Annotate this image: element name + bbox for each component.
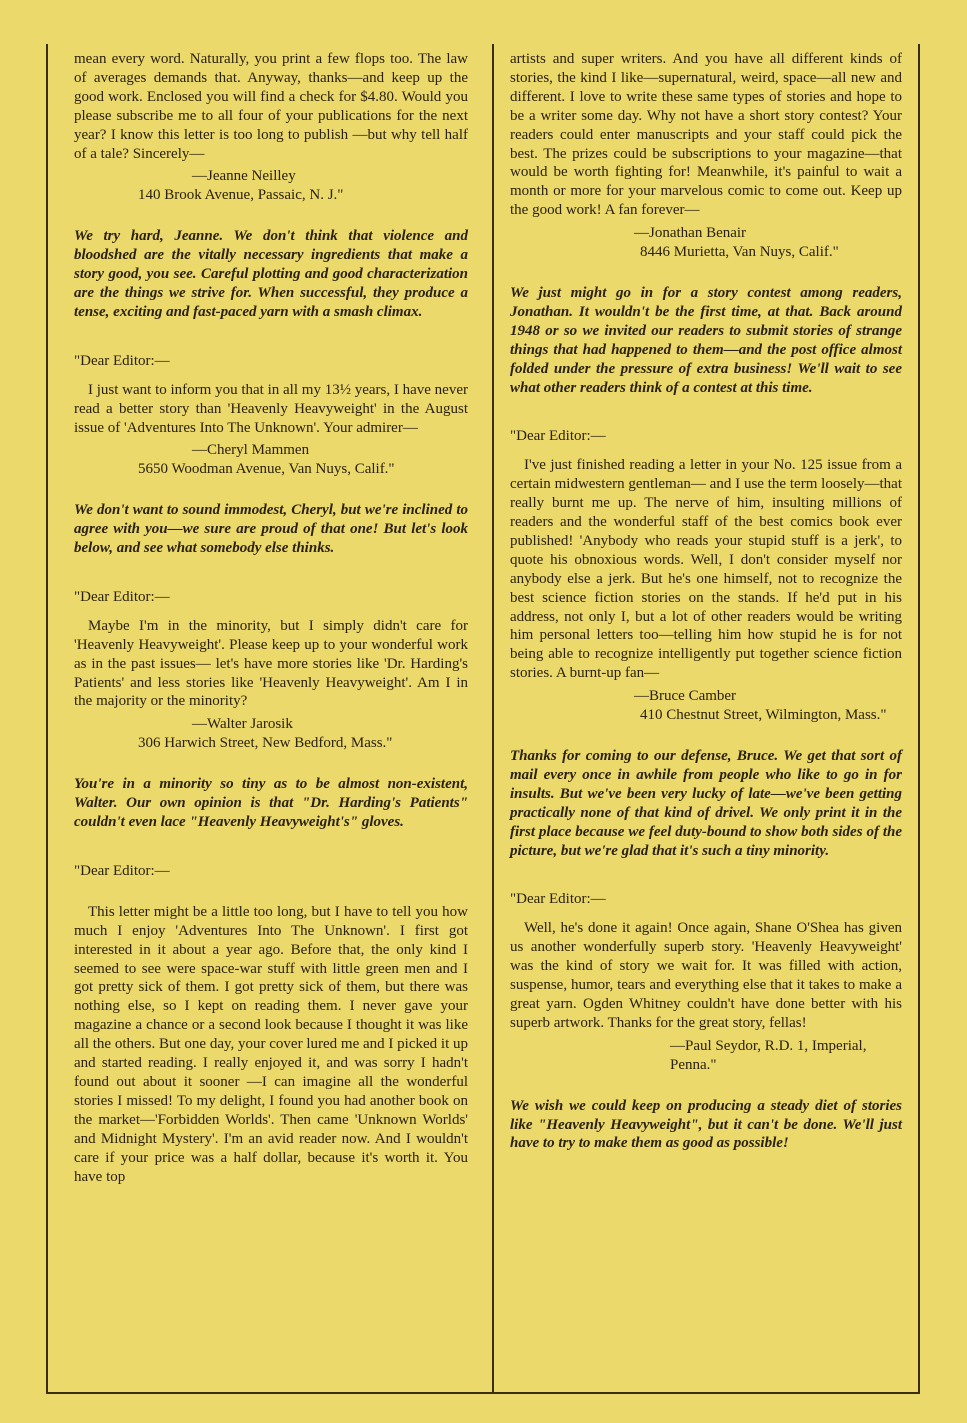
letter-paul-body: Well, he's done it again! Once again, Shane O'Shea has given us another wonderfully superb story. 'Heavenly Heavyweight' was the kind of story we wait for. It was filled with action, suspense, humor, tears and everything else that it takes to make a great yarn. Ogden Whitney couldn't have done better with his superb artwork. Thanks for the great story, fellas!: [510, 920, 902, 1031]
letter-jonathan-address: 8446 Murietta, Van Nuys, Calif.": [640, 244, 839, 261]
reply-cheryl: We don't want to sound immodest, Cheryl, but we're inclined to agree with you—we sure are proud of that one! But let's look below, and see what somebody else thinks.: [74, 502, 468, 557]
letter-walter-body: Maybe I'm in the minority, but I simply didn't care for 'Heavenly Heavyweight'. Please keep up to your wonderful work as in the past issues— let's have more stories like 'Dr. Harding's Patients' and less stories like 'Heavenly Heavyweight'. Am I in the majority or the minority?: [74, 617, 468, 710]
letter-jeanne-continuation: mean every word. Naturally, you print a few flops too. The law of averages demands that. Anyway, thanks—and keep up the good work. Enclosed you will find a check for $4.80. Would you please subscribe me to all four of your publications for the next year? I know this letter is too long to publish —but why tell half of a tale? Sincerely—: [74, 51, 468, 162]
letter-walter-salutation: "Dear Editor:—: [74, 588, 170, 605]
letter-jeanne-name: —Jeanne Neilley: [192, 168, 296, 185]
letter-jeanne-address: 140 Brook Avenue, Passaic, N. J.": [138, 187, 344, 204]
letter-walter-address: 306 Harwich Street, New Bedford, Mass.": [138, 735, 393, 752]
letter-cheryl-name: —Cheryl Mammen: [192, 442, 310, 459]
letter-bruce-salutation: "Dear Editor:—: [510, 428, 606, 445]
letter-jonathan-body-start: This letter might be a little too long, but I have to tell you how much I enjoy 'Adventures Into The Unknown'. I first got interested in it about a year ago. Before that, the only kind I seemed to see were space-war stuff with little green men and I got pretty sick of them. I got pretty sick of them, but there was nothing else, so I kept on reading them. I never gave your magazine a chance or a second look because I thought it was like all the others. But one day, your cover lured me and I picked it up and started reading. I really enjoyed it, and was sorry I hadn't found out about it sooner —I can imagine all the wonderful stories I missed! To my delight, I found you had another book on the market—'Forbidden Worlds'. Then came 'Unknown Worlds' and Midnight Mystery'. I'm an avid reader now. And I wouldn't care if your price was a half dollar, because it's worth it. You have top: [74, 903, 468, 1185]
reply-paul: We wish we could keep on producing a steady diet of stories like "Heavenly Heavyweight", but it can't be done. We'll just have to try to make them as good as possible!: [510, 1097, 902, 1152]
letter-walter-name: —Walter Jarosik: [192, 716, 293, 733]
letter-jonathan-body-end: artists and super writers. And you have all different kinds of stories, the kind I like—supernatural, weird, space—all new and different. I love to write these same types of stories and hope to be a writer some day. Why not have a short story contest? Your readers could enter manuscripts and your staff could pick the best. The prizes could be subscriptions to your magazine—that would be worth fighting for! Meanwhile, it's painful to wait a month or more for your marvelous comic to come out. Keep up the good work! A fan forever—: [510, 51, 902, 219]
right-column: [510, 50, 902, 1153]
letter-jonathan-name: —Jonathan Benair: [634, 225, 747, 242]
letter-bruce-address: 410 Chestnut Street, Wilmington, Mass.": [640, 707, 887, 724]
reply-jeanne: We try hard, Jeanne. We don't think that violence and bloodshed are the vitally necessary ingredients that make a story good, you see. Careful plotting and good characterization are the things we strive for. When successful, they produce a tense, exciting and fast-paced yarn with a smash climax.: [74, 228, 468, 320]
column-divider: [492, 44, 494, 1392]
letter-jonathan-salutation: "Dear Editor:—: [74, 862, 170, 879]
letter-bruce-body: I've just finished reading a letter in your No. 125 issue from a certain midwestern gentleman— and I use the term loosely—that really burnt me up. The nerve of him, insulting millions of readers and the wonderful staff of the best comics book ever published! 'Anybody who reads your stupid stuff is a jerk', to quote his obnoxious words. Well, I don't consider myself nor anybody else a jerk. But he's one himself, not to recognize the best science fiction stories on the stands. If he'd put in his address, not only I, but a lot of other readers would be writing him personal letters too—telling him how stupid he is for not being able to recognize intelligently put together science fiction stories. A burnt-up fan—: [510, 457, 902, 682]
reply-jonathan: We just might go in for a story contest among readers, Jonathan. It wouldn't be the first time, at that. Back around 1948 or so we invited our readers to submit stories of strange things that had happened to them—and the post office almost folded under the pressure of extra business! We'll wait to see what other readers think of a contest at this time.: [510, 284, 902, 396]
letter-paul-signature: —Paul Seydor, R.D. 1, Imperial, Penna.": [670, 1037, 867, 1073]
reply-bruce: Thanks for coming to our defense, Bruce. We get that sort of mail every once in awhile from people who like to go in for insults. But we've been very lucky of late—we've been getting practically none of that kind of drivel. We only print it in the first place because we feel duty-bound to show both sides of the picture, but we're glad that it's such a tiny minority.: [510, 748, 902, 859]
letter-paul-salutation: "Dear Editor:—: [510, 891, 606, 908]
left-column: [74, 50, 468, 1186]
letter-bruce-name: —Bruce Camber: [634, 688, 737, 705]
letter-cheryl-address: 5650 Woodman Avenue, Van Nuys, Calif.": [138, 461, 395, 478]
letter-cheryl-body: I just want to inform you that in all my 13½ years, I have never read a better story than 'Heavenly Heavyweight' in the August issue of 'Adventures Into The Unknown'. Your admirer—: [74, 381, 468, 436]
reply-walter: You're in a minority so tiny as to be almost non-existent, Walter. Our own opinion is that "Dr. Harding's Patients" couldn't even lace "Heavenly Heavyweight's" gloves.: [74, 776, 468, 830]
letter-cheryl-salutation: "Dear Editor:—: [74, 352, 170, 369]
